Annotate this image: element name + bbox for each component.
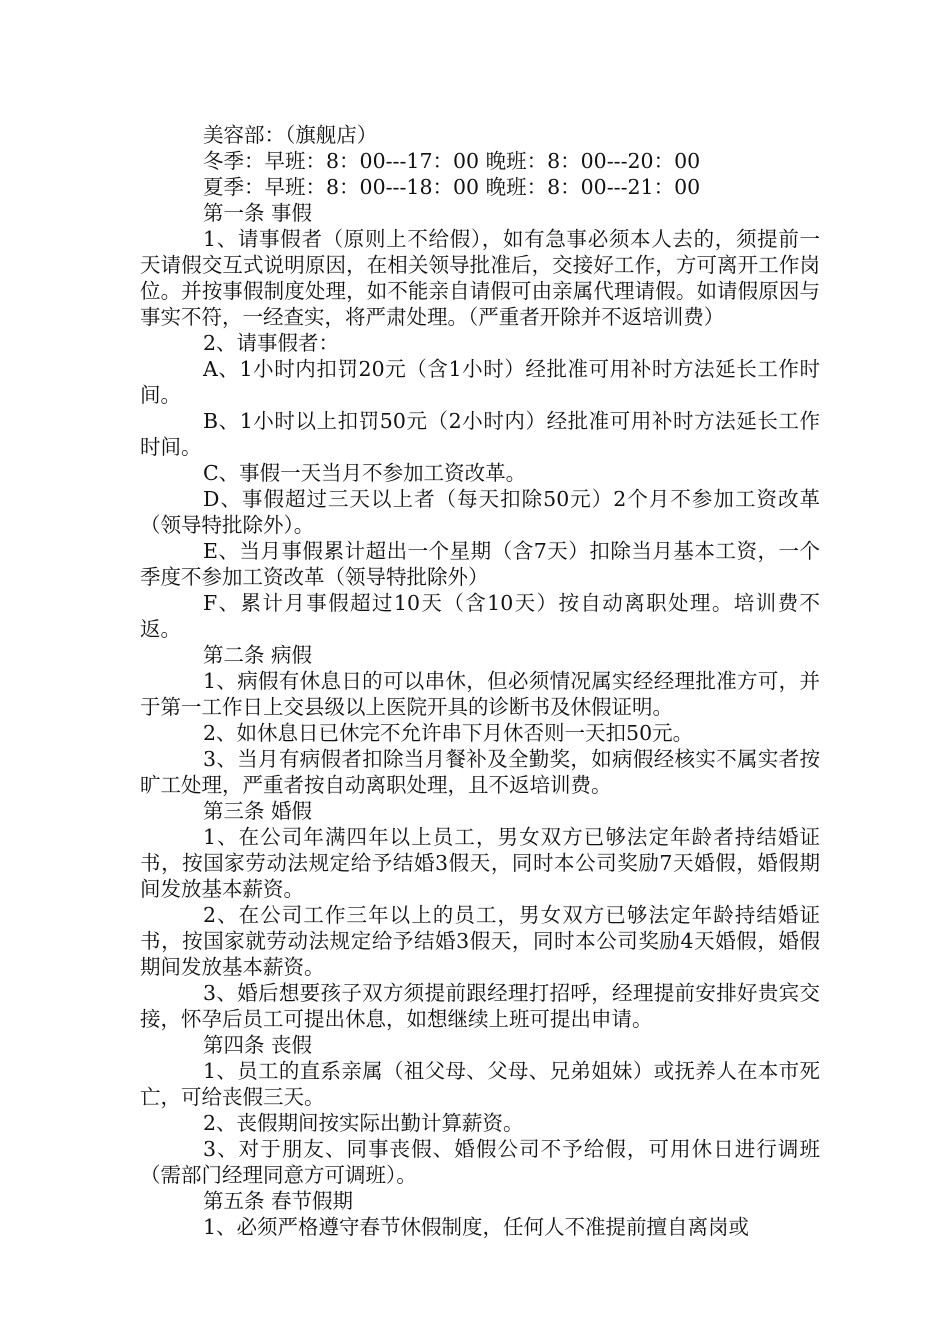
department-heading: 美容部：（旗舰店） bbox=[203, 123, 378, 147]
paragraph: E、当月事假累计超出一个星期（含7天）扣除当月基本工资，一个季度不参加工资改革（领导特批除外） bbox=[140, 539, 820, 589]
paragraph: F、累计月事假超过10天（含10天）按自动离职处理。培训费不返。 bbox=[140, 591, 820, 641]
paragraph: 2、丧假期间按实际出勤计算薪资。 bbox=[203, 1111, 524, 1135]
paragraph: 3、婚后想要孩子双方须提前跟经理打招呼，经理提前安排好贵宾交接，怀孕后员工可提出休息，如想继续上班可提出申请。 bbox=[140, 981, 820, 1031]
paragraph: 2、在公司工作三年以上的员工，男女双方已够法定年龄持结婚证书，按国家就劳动法规定给予结婚3假天，同时本公司奖励4天婚假，婚假期间发放基本薪资。 bbox=[140, 903, 820, 979]
paragraph: 3、当月有病假者扣除当月餐补及全勤奖，如病假经核实不属实者按旷工处理，严重者按自动离职处理，且不返培训费。 bbox=[140, 747, 820, 797]
article-3-title: 第三条 婚假 bbox=[203, 799, 313, 823]
paragraph: 2、如休息日已休完不允许串下月休否则一天扣50元。 bbox=[203, 721, 694, 745]
document-body bbox=[140, 122, 820, 1240]
paragraph: C、事假一天当月不参加工资改革。 bbox=[203, 461, 527, 485]
article-1-title: 第一条 事假 bbox=[203, 201, 313, 225]
paragraph: 1、必须严格遵守春节休假制度，任何人不准提前擅自离岗或 bbox=[203, 1215, 750, 1239]
winter-schedule: 冬季：早班：8：00---17：00 晚班：8：00---20：00 bbox=[203, 149, 701, 173]
article-4-title: 第四条 丧假 bbox=[203, 1033, 313, 1057]
summer-schedule: 夏季：早班：8：00---18：00 晚班：8：00---21：00 bbox=[203, 175, 701, 199]
paragraph: A、1小时内扣罚20元（含1小时）经批准可用补时方法延长工作时间。 bbox=[140, 357, 820, 407]
paragraph: 3、对于朋友、同事丧假、婚假公司不予给假，可用休日进行调班（需部门经理同意方可调班）。 bbox=[140, 1137, 820, 1187]
paragraph: 1、员工的直系亲属（祖父母、父母、兄弟姐妹）或抚养人在本市死亡，可给丧假三天。 bbox=[140, 1059, 820, 1109]
paragraph: 1、病假有休息日的可以串休，但必须情况属实经经理批准方可，并于第一工作日上交县级以上医院开具的诊断书及休假证明。 bbox=[140, 669, 820, 719]
paragraph: D、事假超过三天以上者（每天扣除50元）2个月不参加工资改革（领导特批除外）。 bbox=[140, 487, 820, 537]
paragraph: B、1小时以上扣罚50元（2小时内）经批准可用补时方法延长工作时间。 bbox=[140, 409, 820, 459]
article-2-title: 第二条 病假 bbox=[203, 643, 313, 667]
article-5-title: 第五条 春节假期 bbox=[203, 1189, 354, 1213]
paragraph: 1、请事假者（原则上不给假），如有急事必须本人去的，须提前一天请假交互式说明原因，在相关领导批准后，交接好工作，方可离开工作岗位。并按事假制度处理，如不能亲自请假可由亲属代理请假。如请假原因与事实不符，一经查实，将严肃处理。（严重者开除并不返培训费） bbox=[140, 227, 820, 329]
paragraph: 1、在公司年满四年以上员工，男女双方已够法定年龄者持结婚证书，按国家劳动法规定给予结婚3假天，同时本公司奖励7天婚假，婚假期间发放基本薪资。 bbox=[140, 825, 820, 901]
paragraph: 2、请事假者： bbox=[203, 331, 340, 355]
